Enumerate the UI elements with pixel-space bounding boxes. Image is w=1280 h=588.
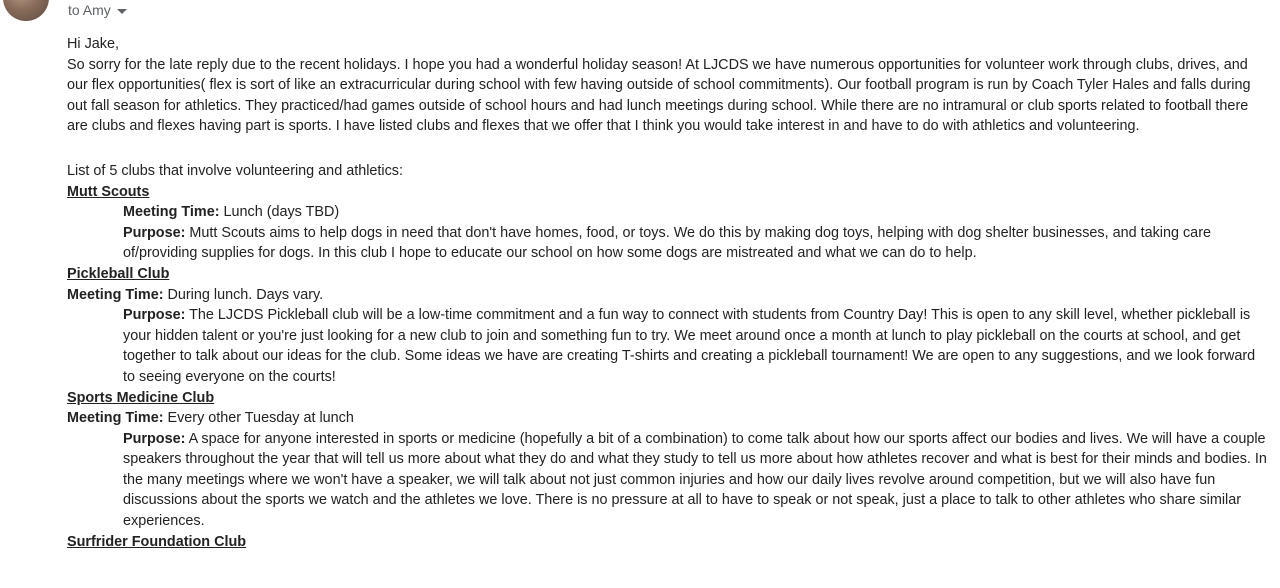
sender-avatar[interactable] (3, 0, 49, 21)
meeting-time-value: Every other Tuesday at lunch (167, 410, 354, 427)
meeting-time-label: Meeting Time: (123, 204, 220, 221)
paragraph-spacer (67, 137, 1271, 161)
purpose-value: Mutt Scouts aims to help dogs in need that don't have homes, food, or toys. We do this by making dog toys, helping with dog shelter businesses, and taking care of/providing supplies for dogs. In this club I hope to educate our school on how some dogs are mistreated and what we can do to help. (123, 224, 1211, 262)
club-purpose (67, 305, 1271, 387)
list-heading: List of 5 clubs that involve volunteering and athletics: (67, 162, 403, 179)
greeting: Hi Jake, (67, 36, 119, 52)
club-purpose (67, 223, 1271, 264)
intro-paragraph: So sorry for the late reply due to the recent holidays. I hope you had a wonderful holiday season! At LJCDS we have numerous opportunities for volunteer work through clubs, drives, and our flex opportunities( flex is sort of like an extracurricular during school with few having outside of school commitments). Our football program is run by Coach Tyler Hales and falls during out fall season for athletics. They practiced/had games outside of school hours and had lunch meetings during school. While there are no intramural or club sports related to football there are clubs and flexes having part is sports. I have listed clubs and flexes that we offer that I think you would take interest in and have to do with athletics and volunteering. (67, 56, 1251, 135)
purpose-value: The LJCDS Pickleball club will be a low-time commitment and a fun way to connect with students from Country Day! This is open to any skill level, whether pickleball is your hidden talent or you're just looking for a new club to join and something fun to try. We meet around once a month at lunch to play pickleball on the courts at school, and get together to talk about our ideas for the club. Some ideas we have are creating T-shirts and creating a pickleball tournament! We are open to any suggestions, and we look forward to seeing everyone on the courts! (123, 307, 1256, 385)
club-link-mutt-scouts[interactable]: Mutt Scouts (67, 183, 150, 200)
meeting-time-label: Meeting Time: (67, 286, 164, 303)
club-purpose (67, 429, 1271, 532)
club-link-surfrider-foundation-club[interactable]: Surfrider Foundation Club (67, 533, 247, 550)
club-link-sports-medicine-club[interactable]: Sports Medicine Club (67, 389, 215, 406)
purpose-value: A space for anyone interested in sports or medicine (hopefully a bit of a combination) to come talk about how our sports affect our bodies and lives. We will have a couple speakers throughout the year that will tell us more about what they do and what they study to tell us more about how athletes recover and what is best for their minds and bodies. In the many meetings where we won't have a speaker, we will talk about not just common injuries and how our daily lives revolve around competition, but we will also have fun discussions about the sports we watch and the athletes we love. There is no pressure at all to have to speak or not speak, just a place to talk to other athletes who share similar experiences. (123, 430, 1267, 530)
meeting-time-value: During lunch. Days vary. (167, 286, 324, 303)
meeting-time-value: Lunch (days TBD) (223, 204, 340, 221)
recipient-label: to Amy (68, 2, 111, 18)
club-link-pickleball-club[interactable]: Pickleball Club (67, 265, 170, 282)
purpose-label: Purpose: (123, 307, 186, 324)
recipient-details-toggle[interactable] (68, 2, 127, 18)
purpose-label: Purpose: (123, 430, 186, 447)
club-meeting-time (67, 285, 1271, 306)
club-meeting-time (67, 408, 1271, 429)
meeting-time-label: Meeting Time: (67, 410, 164, 427)
message-body (67, 34, 1271, 552)
purpose-label: Purpose: (123, 224, 186, 241)
chevron-down-icon (117, 9, 127, 14)
club-meeting-time (67, 202, 1271, 223)
